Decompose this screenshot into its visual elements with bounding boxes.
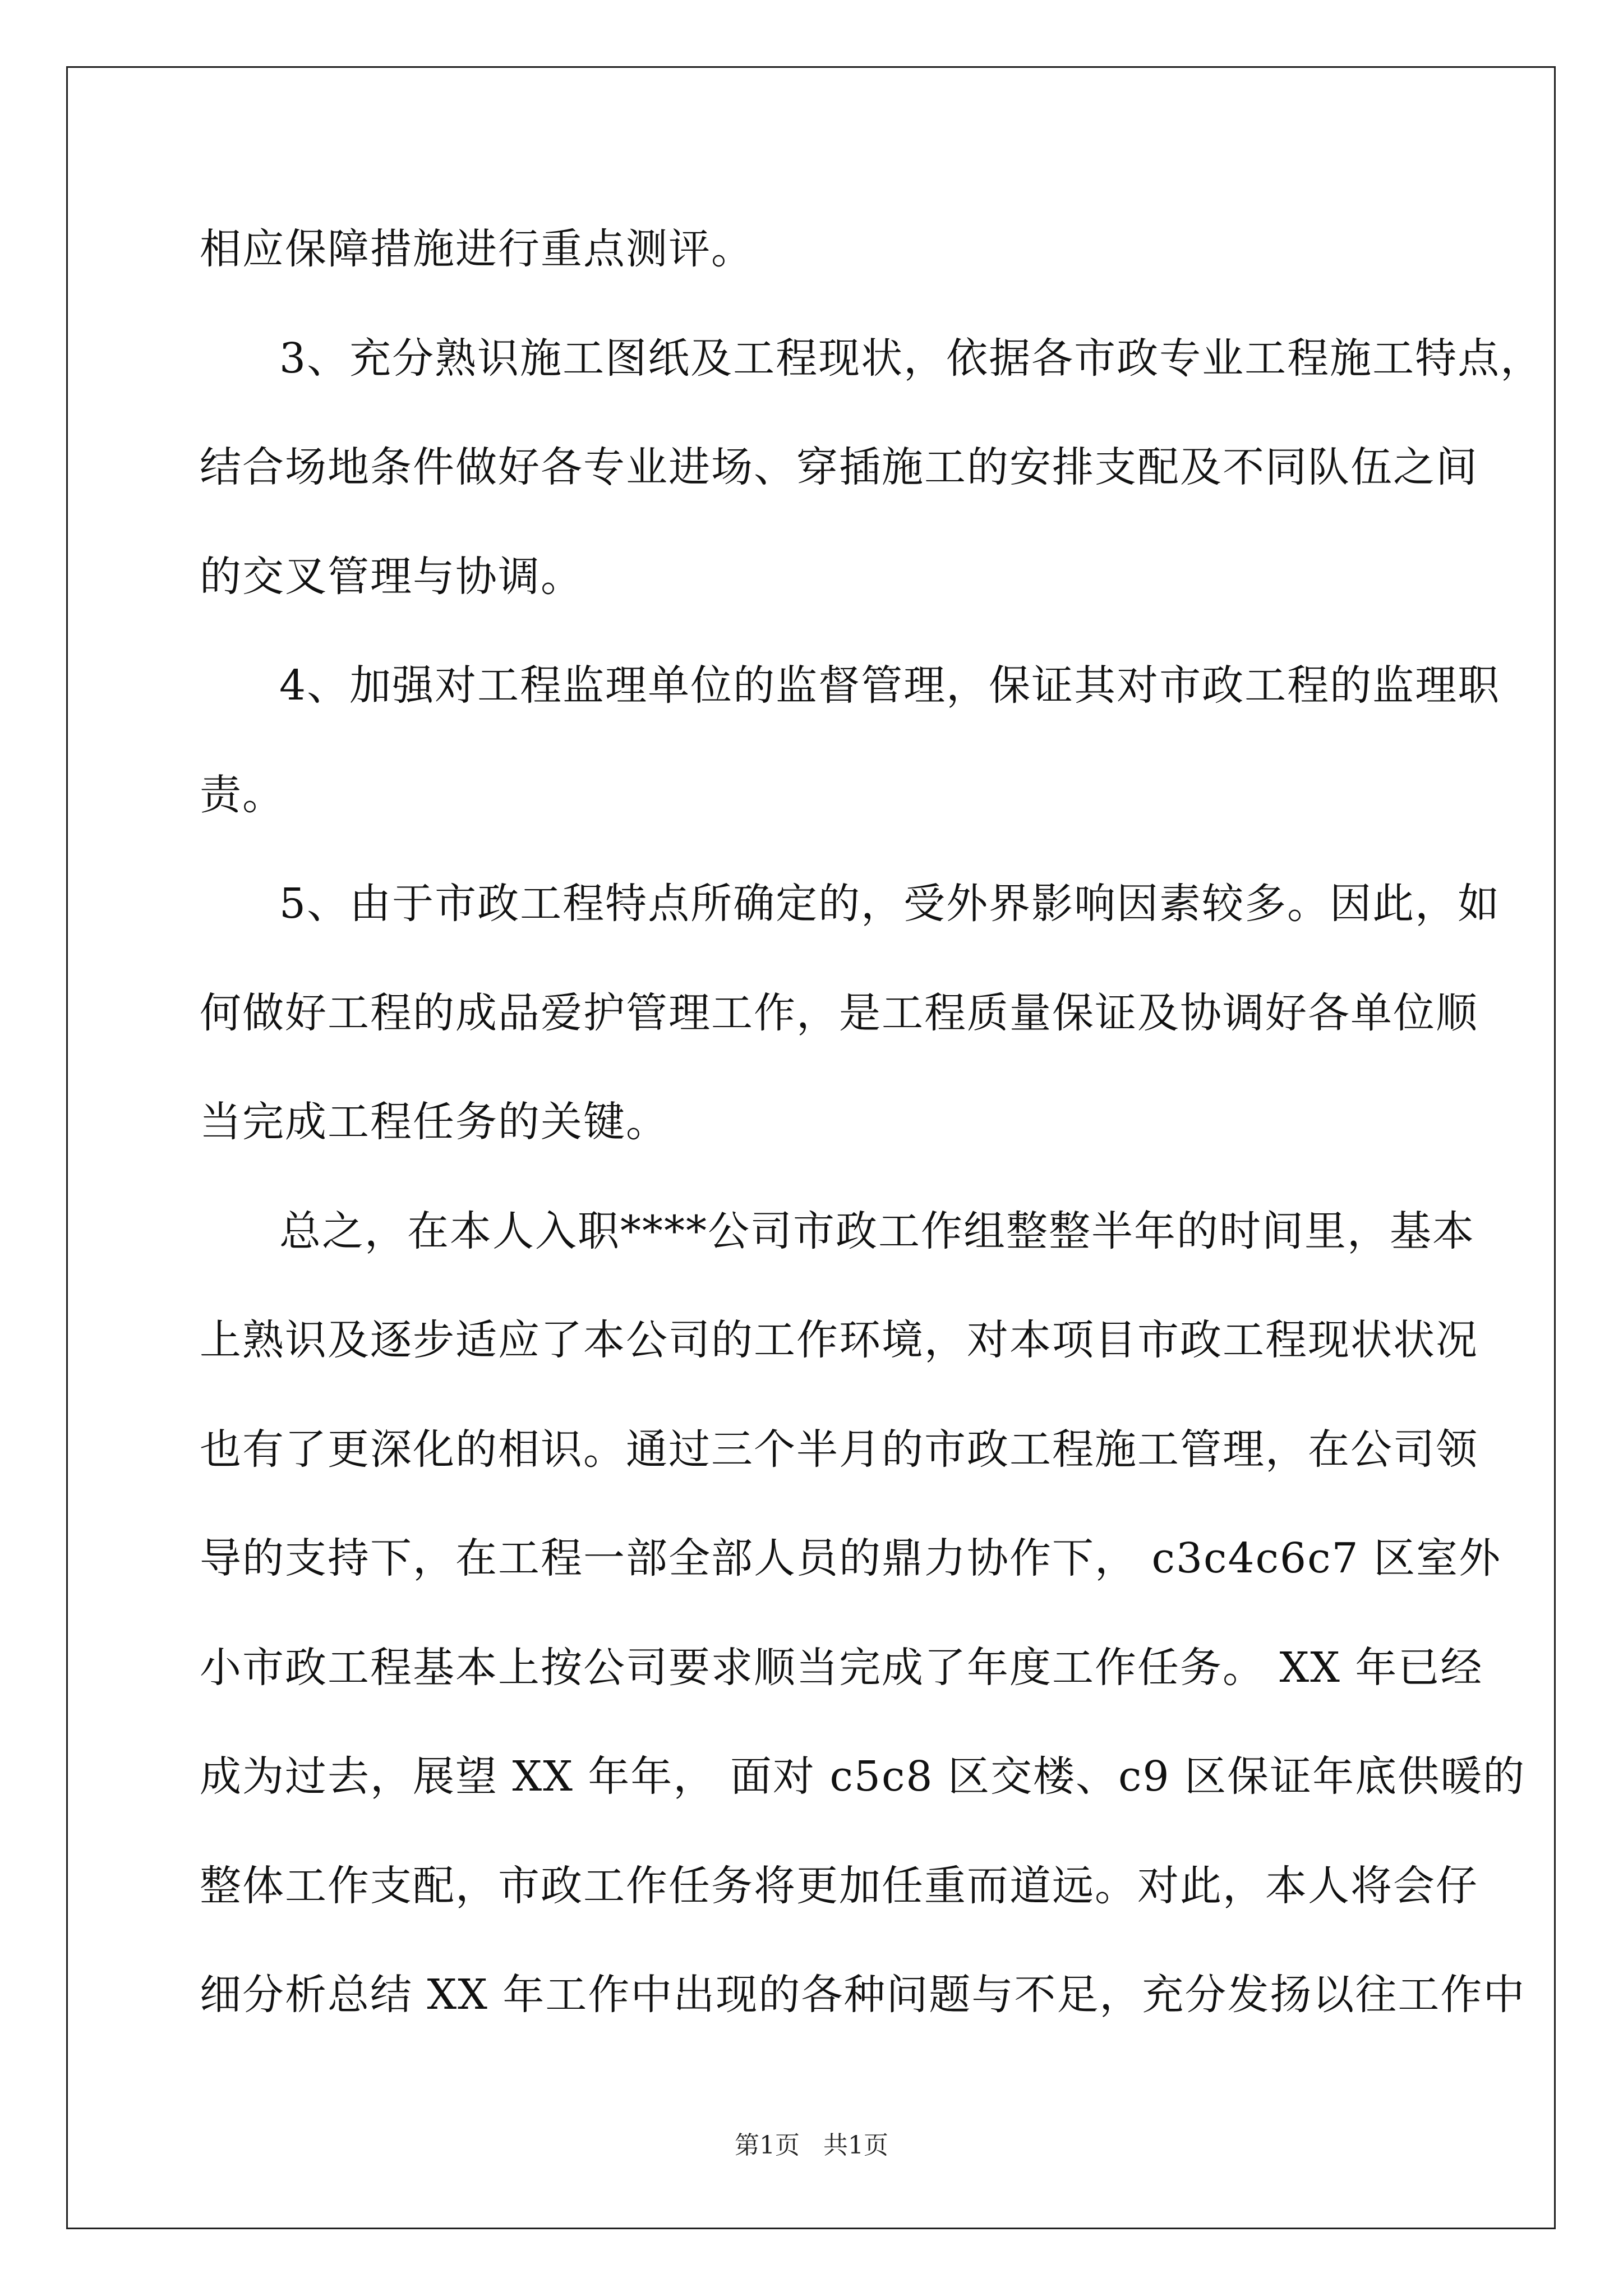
body-line: 相应保障措施进行重点测评。 [200, 225, 754, 273]
body-line: 责。 [200, 771, 285, 819]
body-line: 细分析总结 XX 年工作中出现的各种问题与不足，充分发扬以往工作中 [200, 1971, 1526, 2019]
body-line: 导的支持下，在工程一部全部人员的鼎力协作下， c3c4c6c7 区室外 [200, 1534, 1502, 1582]
body-line: 5、由于市政工程特点所确定的，受外界影响因素较多。因此，如 [279, 880, 1501, 928]
body-line: 整体工作支配，市政工作任务将更加任重而道远。对此，本人将会仔 [200, 1862, 1478, 1910]
body-line: 3、充分熟识施工图纸及工程现状，依据各市政专业工程施工特点， [279, 334, 1543, 383]
body-line: 何做好工程的成品爱护管理工作，是工程质量保证及协调好各单位顺 [200, 989, 1478, 1037]
page-footer: 第1页 共1页 [735, 2131, 888, 2160]
body-line: 总之，在本人入职****公司市政工作组整整半年的时间里，基本 [279, 1207, 1475, 1255]
body-line: 当完成工程任务的关键。 [200, 1098, 668, 1146]
body-line: 结合场地条件做好各专业进场、穿插施工的安排支配及不同队伍之间 [200, 443, 1478, 491]
body-line: 上熟识及逐步适应了本公司的工作环境，对本项目市政工程现状状况 [200, 1316, 1478, 1364]
body-line: 也有了更深化的相识。通过三个半月的市政工程施工管理，在公司领 [200, 1425, 1478, 1474]
body-line: 小市政工程基本上按公司要求顺当完成了年度工作任务。 XX 年已经 [200, 1644, 1483, 1692]
body-line: 成为过去，展望 XX 年年， 面对 c5c8 区交楼、c9 区保证年底供暖的 [200, 1752, 1526, 1801]
body-line: 的交叉管理与协调。 [200, 553, 583, 601]
body-line: 4、加强对工程监理单位的监督管理，保证其对市政工程的监理职 [279, 661, 1501, 710]
